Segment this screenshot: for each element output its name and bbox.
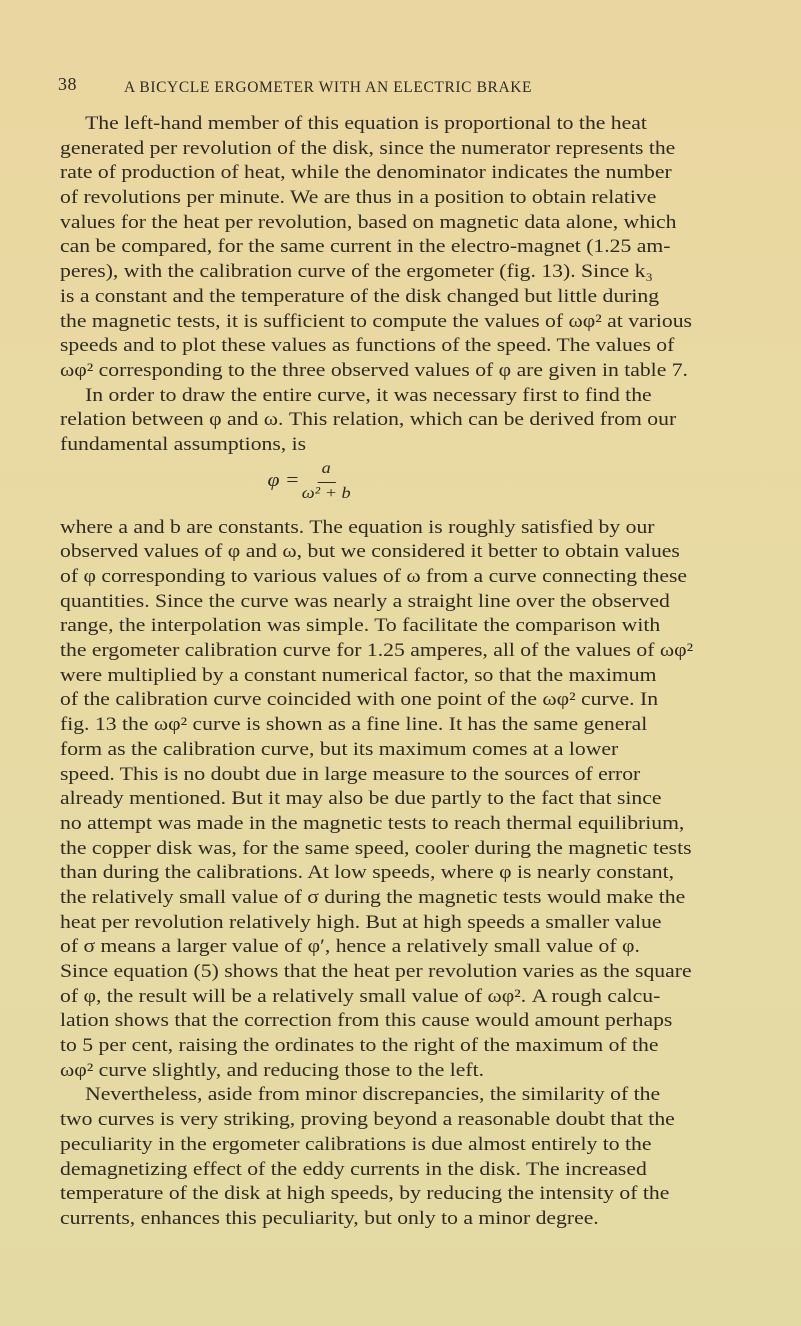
text-line: where a and b are constants. The equation is roughly satisfied by our [60, 516, 655, 538]
text-line: The left-hand member of this equation is proportional to the heat [85, 113, 647, 134]
text-line: than during the calibrations. At low speeds, where φ is nearly constant, [60, 862, 675, 884]
text-line: of the calibration curve coincided with one point of the ωφ² curve. In [60, 689, 659, 711]
text-line: values for the heat per revolution, based on magnetic data alone, which [60, 211, 677, 233]
text-line: peculiarity in the ergometer calibrations is due almost entirely to the [60, 1133, 652, 1155]
text-line: fundamental assumptions, is [60, 433, 307, 455]
text-line: the magnetic tests, it is sufficient to compute the values of ωφ² at various [60, 310, 692, 332]
text-line: Nevertheless, aside from minor discrepancies, the similarity of the [85, 1084, 661, 1106]
text-line: form as the calibration curve, but its maximum comes at a lower [60, 738, 619, 760]
text-line: lation shows that the correction from this cause would amount perhaps [60, 1010, 673, 1032]
text-line: peres), with the calibration curve of the ergometer (fig. 13). Since k₃ [60, 261, 653, 283]
page-number: 38 [58, 74, 77, 94]
text-line: Since equation (5) shows that the heat per revolution varies as the square [60, 961, 692, 982]
text-line: demagnetizing effect of the eddy currents in the disk. The increased [60, 1158, 647, 1180]
text-line: no attempt was made in the magnetic tests to reach thermal equilibrium, [60, 812, 685, 834]
body-text [60, 112, 694, 1232]
equation-lhs: φ = [267, 470, 300, 492]
text-line: range, the interpolation was simple. To facilitate the comparison with [60, 615, 661, 637]
text-line: temperature of the disk at high speeds, by reducing the intensity of the [60, 1183, 670, 1205]
paragraph [60, 112, 692, 384]
text-line: generated per revolution of the disk, since the numerator represents the [60, 137, 676, 159]
text-line: rate of production of heat, while the denominator indicates the number [60, 162, 672, 184]
text-line: of φ corresponding to various values of ω from a curve connecting these [60, 566, 688, 587]
equation-numerator: a [317, 458, 335, 483]
text-line: the ergometer calibration curve for 1.25 amperes, all of the values of ωφ² [60, 640, 694, 662]
text-line: speeds and to plot these values as functions of the speed. The values of [60, 335, 675, 357]
text-line: were multiplied by a constant numerical factor, so that the maximum [60, 664, 657, 686]
text-line: relation between φ and ω. This relation, which can be derived from our [60, 409, 677, 431]
running-head: A BICYCLE ERGOMETER WITH AN ELECTRIC BRAKE [124, 79, 533, 96]
text-line: of σ means a larger value of φ′, hence a relatively small value of φ. [60, 936, 640, 958]
paragraph [60, 1083, 675, 1231]
text-line: to 5 per cent, raising the ordinates to the right of the maximum of the [60, 1035, 659, 1057]
text-line: can be compared, for the same current in the electro-magnet (1.25 am- [60, 236, 671, 258]
text-line: fig. 13 the ωφ² curve is shown as a fine line. It has the same general [60, 714, 648, 736]
paragraph [60, 384, 694, 1084]
text-line: of revolutions per minute. We are thus in a position to obtain relative [60, 187, 657, 209]
equation [60, 458, 548, 516]
text-line: is a constant and the temperature of the disk changed but little during [60, 285, 660, 307]
text-line: of φ, the result will be a relatively small value of ωφ². A rough calcu- [60, 985, 661, 1007]
text-line: speed. This is no doubt due in large measure to the sources of error [60, 763, 641, 785]
text-line: quantities. Since the curve was nearly a straight line over the observed [60, 590, 670, 612]
text-line: ωφ² curve slightly, and reducing those to the left. [60, 1059, 485, 1081]
text-line: the relatively small value of σ during the magnetic tests would make the [60, 886, 686, 908]
text-line: heat per revolution relatively high. But at high speeds a smaller value [60, 911, 662, 933]
text-line: the copper disk was, for the same speed, cooler during the magnetic tests [60, 837, 692, 859]
text-line: observed values of φ and ω, but we considered it better to obtain values [60, 541, 680, 563]
text-line: already mentioned. But it may also be due partly to the fact that since [60, 788, 662, 810]
text-line: In order to draw the entire curve, it was necessary first to find the [85, 384, 652, 406]
text-line: ωφ² corresponding to the three observed values of φ are given in table 7. [60, 359, 688, 381]
equation-fraction [302, 458, 351, 505]
equation-denominator: ω² + b [301, 484, 351, 502]
text-line: currents, enhances this peculiarity, but only to a minor degree. [60, 1207, 599, 1229]
text-line: two curves is very striking, proving beyond a reasonable doubt that the [60, 1109, 675, 1131]
